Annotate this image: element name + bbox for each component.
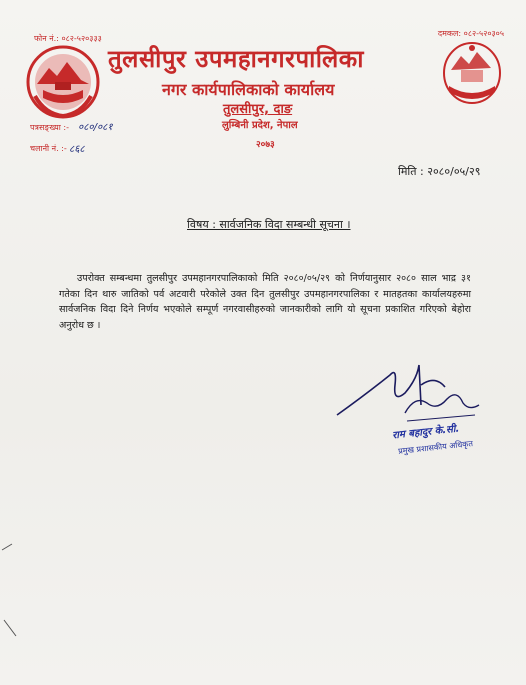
dispatch-number: ८६८: [69, 144, 85, 155]
signer-name: राम बहादुर के.सी.: [391, 423, 460, 442]
phone-number: फोन नं.: ०८२-५२०३३३: [34, 34, 102, 43]
province-name: लुम्बिनी प्रदेश, नेपाल: [222, 120, 298, 131]
signer-title: प्रमुख प्रशासकीय अधिकृत: [397, 439, 474, 456]
nepal-emblem-icon: [441, 40, 503, 106]
ref-label: पत्रसङ्ख्या :-: [30, 123, 69, 132]
subject-line: विषय : सार्वजनिक विदा सम्बन्धी सूचना ।: [187, 218, 351, 231]
office-subtitle: नगर कार्यपालिकाको कार्यालय: [162, 80, 335, 99]
margin-pen-mark: [0, 540, 20, 640]
notice-body: उपरोक्त सम्बन्धमा तुलसीपुर उपमहानगरपालिकाको मिति २०८०/०५/२९ को निर्णयानुसार २०८० साल भाद्र ३१ गतेका दिन थारु जातिको पर्व अटवारी परेकोले उक्त दिन तुलसीपुर उपमहानगरपालिका र मातहतका कार्यालयहरुमा सार्वजनिक विदा दिने निर्णय भएकोले सम्पूर्ण नगरवासीहरुको जानकारीको लागि यो सूचना प्रकाशित गरिएको बेहोरा अनुरोध छ ।: [59, 273, 471, 331]
municipality-title: तुलसीपुर उपमहानगरपालिका: [108, 45, 364, 73]
dispatch-label: चलानी नं. :-: [30, 144, 67, 153]
signature-scribble: [335, 355, 485, 435]
fire-number: दमकल: ०८२-५२०३०५: [437, 29, 504, 38]
established-year: २०७३: [256, 140, 275, 150]
letter-date: मिति : २०८०/०५/२९: [398, 165, 481, 178]
place-name: तुलसीपुर, दाङ: [223, 102, 293, 117]
ref-number: ०८०/०८१: [78, 122, 113, 133]
municipality-emblem-icon: [25, 44, 101, 120]
